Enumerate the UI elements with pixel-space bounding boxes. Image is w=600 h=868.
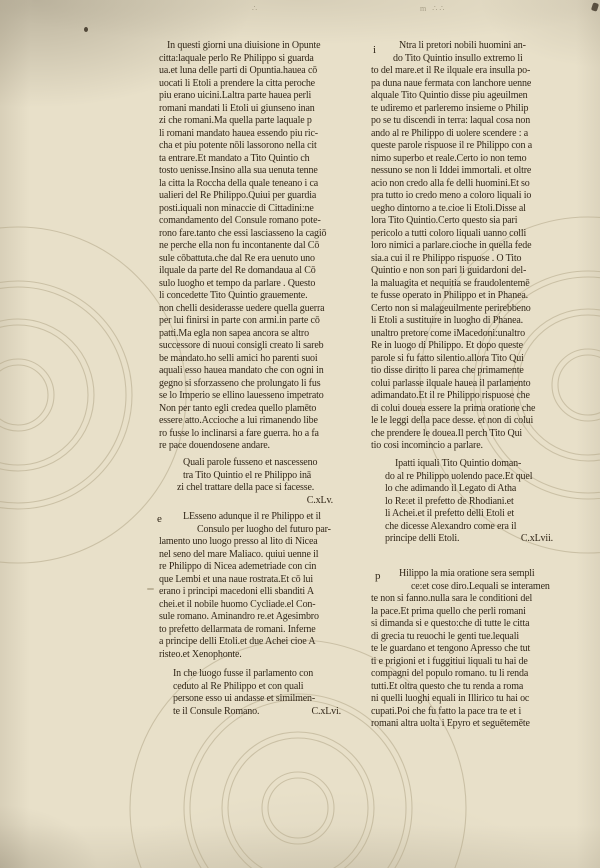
chapter-heading-cxlv (159, 457, 343, 507)
text-line: la citta la Roccha della quale teneano i ca (159, 177, 319, 189)
ink-speck (84, 27, 88, 32)
text-line: te il Consule Romano. (173, 705, 260, 717)
text-line: Quali parole fusseno et nascesseno (183, 457, 318, 468)
text-line: queste parole rispuose il re Philippo con a (371, 140, 533, 151)
chapter-number-cxlv: C.xLv. (306, 494, 333, 506)
chapter-number-cxlvii: C.xLvii. (520, 533, 553, 544)
text-line: ta entrare.Et mandato a Tito Quintio ch (159, 152, 310, 164)
text-line: sulo luogho et tempo da parlare . Questo (159, 277, 316, 289)
text-line: citta:laquale perlo Re Philippo si guarda (159, 52, 314, 64)
text-line: re pace douendosene andare. (159, 440, 270, 451)
text-line: se lo Imperio se ellino lauesseno impetrato (159, 390, 324, 401)
chapter-heading-cxlvii (371, 458, 555, 546)
text-line: adimandato.Et il re Philippo rispuose che (371, 390, 530, 401)
text-line: pa duna naue fermata con lanchore uenne (371, 77, 532, 89)
margin-mark (147, 588, 154, 590)
text-line: uegho dintorno a te.cioe li Etoli.Disse al (371, 202, 526, 214)
text-line: do al re Philippo uolendo pace.Et quel (385, 470, 533, 482)
text-line: to prefetto dellarmata de romani. Inferne (159, 623, 316, 635)
text-line: lamento uno luogo presso al lito di Nicea (159, 536, 318, 547)
text-line: romani altra uolta i Epyro et seguētemēte (371, 718, 530, 729)
text-line: to del mare.et il Re ilquale era insulla po- (371, 65, 531, 76)
text-line: risteo.et Xenophonte. (159, 648, 242, 660)
text-line: aquali esso hauea mandato che con ogni in (159, 365, 324, 376)
corner-stain (591, 2, 599, 11)
text-line: sia.a cui il re Philippo rispuose . O Tito (371, 252, 522, 264)
text-line: unaltro pretore come iMacedoni:unaltro (371, 327, 525, 339)
text-line: che prendere le douea.Il perch Tito Qui (371, 427, 523, 439)
paragraph-philippo-oratione (371, 568, 555, 731)
text-line: ceduto al Re Philippo et con quali (173, 680, 304, 692)
text-line: li romani mandato hauea essendo piu ric- (159, 127, 318, 139)
text-line: Non per tanto egli credea quello plamēto (159, 402, 317, 414)
header-mark-right: m ∴∴ (420, 4, 447, 13)
text-line: principe delli Etoli. (385, 533, 460, 544)
paragraph-ntra-pretori (371, 40, 555, 453)
text-line: Consulo per luogho del futuro par- (197, 523, 331, 535)
text-line: que Lembi et una naue rostrata.Et cō lui (159, 573, 313, 585)
text-line: acio non credo alla fe delli huomini.Et so (371, 177, 530, 189)
text-line: In questi giorni una diuisione in Opunte (167, 40, 321, 51)
text-line: persone esso ui andasse et similmen- (173, 693, 316, 704)
text-line: Hilippo la mia oratione sera sempli (399, 568, 535, 579)
text-line: nel seno del mare Maliaco. quiui uenne il (159, 548, 319, 560)
text-line: compagni del populo romano. tu li renda (371, 668, 529, 679)
text-line: patti.Ma egla non sapea ancora se altro (159, 327, 309, 339)
text-line: non chelli desiderasse uedere quella guerra (159, 302, 325, 314)
paragraph-lesseno (159, 511, 343, 661)
text-line: erano i principi macedoni elli sbanditi A (159, 586, 314, 597)
text-line: te non si fanno.nulla sara le conditioni del (371, 593, 533, 604)
text-line: Ipatti iquali Tito Quintio doman- (395, 458, 522, 469)
text-line: ando al re Philippo di uolere scendere : a (371, 127, 528, 139)
text-line: ilquale da parte del Re domandaua al Cō (159, 265, 316, 276)
text-line: per lui finirsi in parte con armi.in parte cō (159, 315, 320, 326)
text-line: ce:et cose diro.Lequali se interamen (411, 580, 550, 592)
text-line: loro nimici a parlare.cioche in quella fede (371, 240, 532, 251)
chapter-number-cxlvi: C.xLvi. (311, 705, 341, 717)
guide-letter-i: i (373, 44, 377, 56)
text-line: ne perche ella non fu incontanente dal Cō (159, 240, 320, 251)
text-line: romani mandati li Etoli ui giunseno inan (159, 102, 315, 114)
text-line: uocati li Etoli a prendere la citta peroche (159, 77, 315, 89)
text-line: colui parlasse ilquale hauea il parlamento (371, 377, 531, 389)
text-line: lo che adimando il Legato di Atha (385, 483, 517, 494)
text-line: do Tito Quintio insullo extremo li (393, 52, 523, 64)
text-line: parole si fu fatto silentio.allora Tito Qui (371, 352, 524, 364)
text-line: tio cosi incomincio a parlare. (371, 440, 483, 451)
text-line: ro fusse lo inclinarsi a fare guerra. ho a fa (159, 427, 319, 439)
text-line: la pace.Et prima quello che perli romani (371, 605, 526, 617)
text-line: essere atto.Accioche a lui rimanendo libe (159, 415, 318, 426)
text-line: pra tutto io credo meno a coloro liquali io (371, 190, 532, 201)
text-line: ualieri del Re Philippo.Quiui per guardia (159, 190, 317, 201)
text-line: re Philippo di Nicea ademetriade con cin (159, 561, 317, 572)
text-line: di grecia tu reuochi le genti tue.lequali (371, 630, 519, 642)
text-line: gegno si sforzasseno che prolungato li fus (159, 377, 321, 389)
text-line: le le leggi della pace desse. et non di colui (371, 415, 534, 426)
text-line: alquale Tito Quintio disse piu ageuilmen (371, 90, 528, 101)
text-line: ua.et luna delle parti di Opuntia.hauea cō (159, 65, 318, 76)
text-line: rono fare.tanto che essi lasciasseno la cagiō (159, 227, 327, 239)
text-line: che dicesse Alexandro come era il (385, 520, 517, 532)
text-line: lo Re:et il prefetto de Rhodiani.et (385, 495, 514, 507)
text-line: comandamento del Consule romano pote- (159, 215, 321, 226)
text-line: cha et piu potente nōli lassorono nella cit (159, 140, 317, 151)
text-line: be mandato.ho selli amici ho parenti suoi (159, 352, 318, 364)
text-line: ni quelli luoghi equali in Illirico tu hai oc (371, 693, 530, 704)
text-line: si dimanda si e questo:che di tutte le citta (371, 618, 530, 629)
text-line: LEsseno adunque il re Philippo et il (183, 511, 321, 522)
text-line: tra Tito Quintio el re Philippo inā (183, 469, 312, 481)
chapter-heading-cxlvi (159, 668, 343, 718)
text-line: zi chel trattare della pace si facesse. (177, 482, 315, 493)
text-line: nessuno se non li Iddei immortali. et oltre (371, 165, 532, 176)
text-line: lora Tito Quintio.Certo questo sia pari (371, 215, 518, 226)
text-line: sule cōbattuta.che dal Re era uenuto uno (159, 252, 315, 264)
text-line: a principe delli Etoli.et due Achei cioe A (159, 636, 316, 647)
text-line: te fusse operato in Philippo et in Phanea. (371, 290, 529, 301)
text-line: te udiremo et parleremo insieme o Philip (371, 102, 529, 114)
text-line: Re in luogo di Philippo. Et dopo queste (371, 340, 523, 351)
text-line: nimo superbo et reale.Certo io non temo (371, 152, 527, 164)
text-line: li Etoli a sustituire in luogho di Phanea. (371, 315, 524, 326)
text-line: tio disse diritto li parea che primamente (371, 365, 524, 376)
text-line: posti.iquali non minaccie di Cittadini:ne (159, 202, 314, 214)
text-line: In che luogo fusse il parlamento con (173, 668, 314, 679)
guide-letter-p: p (375, 570, 381, 582)
text-line: Certo non si malageuilmente perirebbeno (371, 302, 531, 314)
text-line: li concedette Tito Quintio grauemente. (159, 290, 308, 301)
text-line: sule romano. Aminandro re.et Agesimbro (159, 611, 319, 622)
header-mark-left: ∴ (252, 4, 260, 13)
text-line: di colui douea essere la prima oratione che (371, 402, 536, 414)
text-line: piu erano uicini.Laltra parte hauea perli (159, 90, 312, 101)
guide-letter-e: e (157, 513, 162, 525)
text-line: la maluagita et nequitia se fraudolentemē (371, 277, 530, 289)
text-line: tosto uenisse.Insino alla sua uenuta tenne (159, 165, 318, 176)
paragraph-opunte (159, 40, 343, 453)
text-line: chei.et il nobile huomo Cycliade.el Con- (159, 598, 316, 610)
text-line: ti e prigioni et i fuggitiui liquali tu hai de (371, 655, 528, 667)
text-line: Ntra li pretori nobili huomini an- (399, 40, 526, 51)
text-line: Quintio e non son pari li guidardoni del- (371, 265, 527, 276)
text-line: tutti.Et oltra questo che tu renda a roma (371, 680, 524, 692)
text-line: pericolo a tutti coloro liquali uanno colli (371, 227, 527, 239)
text-line: successore di nuoui consigli creato li sareb (159, 340, 324, 351)
text-line: zi che romani.Ma quella parte laquale p (159, 115, 312, 126)
text-line: cupati.Poi che fu fatto la pace tra te et i (371, 705, 522, 717)
text-line: po se tu discendi in terra: laqual cosa non (371, 115, 531, 126)
text-line: li Achei.et il prefetto delli Etoli et (385, 508, 514, 519)
text-line: te le guardano et tengono Apresso che tut (371, 643, 531, 654)
